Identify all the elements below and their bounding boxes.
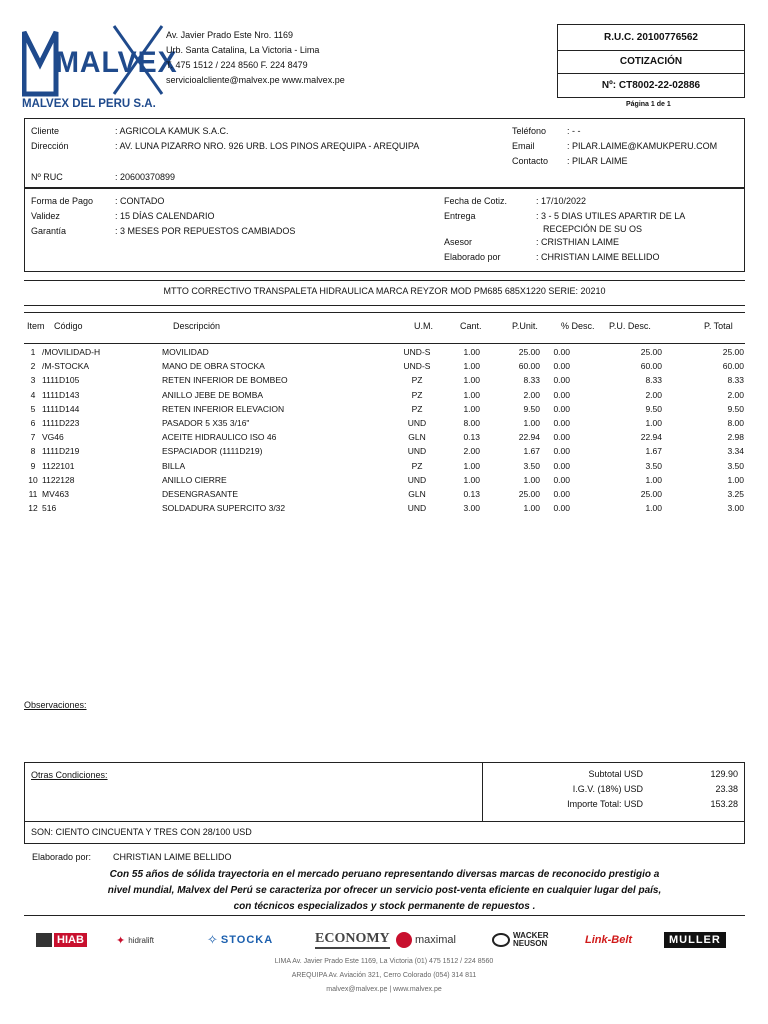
row-unit-price: 22.94 (518, 432, 540, 443)
label-direccion: Dirección (31, 141, 69, 151)
wacker-icon (492, 933, 510, 947)
document-type: COTIZACIÓN (619, 56, 683, 67)
row-qty: 1.00 (463, 474, 480, 485)
row-total: 8.33 (727, 375, 744, 386)
row-unit-price: 8.33 (523, 375, 540, 386)
footer-prepared-name: CHRISTIAN LAIME BELLIDO (113, 852, 232, 862)
row-item: 6 (30, 418, 36, 429)
row-total: 1.00 (727, 474, 744, 485)
row-disc-price: 1.67 (645, 446, 662, 457)
items-table (24, 345, 744, 515)
row-disc-price: 22.94 (640, 432, 662, 443)
row-code: 1111D219 (42, 446, 80, 457)
brand-wacker-logo: WACKER NEUSON (492, 928, 572, 952)
address-line: Urb. Santa Catalina, La Victoria - Lima (166, 45, 320, 55)
row-unit-price: 25.00 (518, 347, 540, 357)
label-entrega: Entrega (444, 211, 476, 221)
row-item: 2 (30, 361, 36, 372)
row-discount: 0.00 (553, 347, 570, 357)
row-disc-price: 1.00 (645, 503, 662, 514)
contact-line[interactable]: servicioalcliente@malvex.pe www.malvex.pe (166, 75, 345, 85)
row-total: 2.98 (727, 432, 744, 443)
total-value: 153.28 (710, 799, 738, 809)
page-indicator: Página 1 de 1 (626, 101, 671, 108)
table-row (24, 345, 744, 359)
company-logo (22, 24, 178, 100)
row-code: 1111D144 (42, 403, 80, 414)
row-description: ANILLO JEBE DE BOMBA (162, 389, 264, 400)
row-disc-price: 1.00 (645, 418, 662, 429)
phone-line: T. 475 1512 / 224 8560 F. 224 8479 (166, 60, 308, 70)
document-id-box (557, 24, 745, 98)
row-total: 60.00 (722, 361, 744, 372)
row-unit-price: 60.00 (518, 361, 540, 372)
footer-contact[interactable]: malvex@malvex.pe | www.malvex.pe (326, 986, 442, 993)
row-code: 1111D223 (42, 418, 80, 429)
row-description: ANILLO CIERRE (162, 474, 227, 485)
row-disc-price: 25.00 (640, 347, 662, 357)
slogan-line: nivel mundial, Malvex del Perú se caracteriza por ofrecer un servicio post-venta eficiente en cualquier lugar del país, (107, 885, 662, 896)
row-qty: 1.00 (463, 361, 480, 372)
hidralift-icon: ✦ (116, 934, 126, 947)
row-disc-price: 8.33 (645, 375, 662, 386)
brand-economy-logo: ECONOMY (315, 928, 380, 952)
delivery-line-2: RECEPCIÓN DE SU OS (543, 224, 643, 234)
col-item: Item (27, 321, 45, 331)
col-ptotal: P. Total (704, 321, 733, 331)
row-qty: 1.00 (463, 403, 480, 414)
company-name: MALVEX DEL PERU S.A. (22, 98, 156, 110)
footer-arequipa: AREQUIPA Av. Aviación 321, Cerro Colorado (054) 314 811 (291, 972, 477, 979)
company-address (166, 30, 345, 86)
igv-value: 23.38 (715, 784, 738, 794)
col-descripcion: Descripción (173, 321, 221, 331)
maximal-icon (396, 932, 412, 948)
table-row (24, 430, 744, 444)
slogan-line: con técnicos especializados y stock permanente de repuestos . (233, 901, 536, 912)
row-discount: 0.00 (553, 446, 570, 457)
table-row (24, 444, 744, 458)
row-item: 11 (28, 489, 38, 500)
row-um: GLN (408, 489, 426, 500)
row-item: 12 (28, 503, 38, 514)
footer-prepared-label: Elaborado por: (32, 852, 92, 862)
row-total: 3.34 (727, 446, 744, 457)
brand-linkbelt-logo: Link-Belt (585, 934, 633, 946)
row-disc-price: 1.00 (645, 474, 662, 485)
footer-lima: LIMA Av. Javier Prado Este 1169, La Victoria (01) 475 1512 / 224 8560 (274, 958, 494, 965)
col-punit: P.Unit. (512, 321, 538, 331)
row-description: RETEN INFERIOR DE BOMBEO (162, 375, 288, 386)
row-item: 7 (30, 432, 36, 443)
row-code: 1111D143 (42, 389, 80, 400)
row-unit-price: 9.50 (523, 403, 540, 414)
col-codigo: Código (54, 321, 83, 331)
address-line: Av. Javier Prado Este Nro. 1169 (166, 30, 294, 40)
row-code: 1122128 (42, 474, 75, 485)
row-item: 4 (30, 389, 36, 400)
row-code: VG46 (42, 432, 64, 443)
validity: : 15 DÍAS CALENDARIO (115, 211, 215, 221)
row-total: 25.00 (722, 347, 744, 357)
row-unit-price: 25.00 (518, 489, 540, 500)
row-qty: 1.00 (463, 389, 480, 400)
client-info-box (24, 118, 745, 188)
row-um: PZ (411, 375, 423, 386)
brand-hiab-logo: HIAB (36, 928, 96, 952)
col-desc: % Desc. (561, 321, 595, 331)
row-unit-price: 1.00 (523, 503, 540, 514)
document-number: Nº: CT8002-22-02886 (601, 80, 701, 91)
row-qty: 0.13 (463, 432, 480, 443)
row-unit-price: 1.00 (523, 474, 540, 485)
hiab-icon (36, 933, 52, 947)
row-discount: 0.00 (553, 403, 570, 414)
total-label: Importe Total: USD (567, 799, 643, 809)
row-qty: 8.00 (463, 418, 480, 429)
row-disc-price: 9.50 (645, 403, 662, 414)
client-ruc: : 20600370899 (115, 172, 176, 182)
row-item: 9 (30, 460, 36, 471)
brand-muller-logo: MULLER (664, 928, 734, 952)
label-email: Email (512, 141, 535, 151)
table-row (24, 459, 744, 473)
row-code: MV463 (42, 489, 69, 500)
row-um: PZ (411, 403, 423, 414)
row-discount: 0.00 (553, 375, 570, 386)
label-forma-pago: Forma de Pago (31, 196, 94, 206)
table-row (24, 373, 744, 387)
table-row (24, 501, 744, 515)
label-telefono: Teléfono (512, 126, 547, 136)
logo-wordmark: MALVEX (55, 46, 178, 79)
row-um: UND (407, 418, 427, 429)
col-cant: Cant. (460, 321, 482, 331)
row-item: 8 (30, 446, 36, 457)
label-fecha: Fecha de Cotiz. (444, 196, 508, 206)
row-discount: 0.00 (553, 361, 570, 372)
row-discount: 0.00 (553, 460, 570, 471)
row-item: 1 (30, 347, 36, 357)
row-unit-price: 2.00 (523, 389, 540, 400)
quote-subject: MTTO CORRECTIVO TRANSPALETA HIDRAULICA MARCA REYZOR MOD PM685 685X1220 SERIE: 20210 (163, 286, 606, 296)
row-um: UND (407, 503, 427, 514)
row-description: PASADOR 5 X35 3/16" (162, 418, 250, 429)
row-total: 3.00 (727, 503, 744, 514)
row-um: UND (407, 446, 427, 457)
observations-label: Observaciones: (24, 700, 87, 710)
row-description: ESPACIADOR (1111D219) (162, 446, 263, 457)
label-asesor: Asesor (444, 237, 473, 247)
table-header (24, 312, 745, 344)
brand-maximal-logo: maximal (396, 928, 476, 952)
table-row (24, 402, 744, 416)
company-slogan (24, 867, 745, 915)
row-code: 516 (42, 503, 57, 514)
row-disc-price: 2.00 (645, 389, 662, 400)
col-pudesc: P.U. Desc. (609, 321, 651, 331)
row-description: MOVILIDAD (162, 347, 209, 357)
row-qty: 0.13 (463, 489, 480, 500)
table-row (24, 359, 744, 373)
row-total: 8.00 (727, 418, 744, 429)
row-discount: 0.00 (553, 418, 570, 429)
label-cliente: Cliente (31, 126, 60, 136)
client-address: : AV. LUNA PIZARRO NRO. 926 URB. LOS PINOS AREQUIPA - AREQUIPA (115, 141, 420, 151)
row-discount: 0.00 (553, 503, 570, 514)
row-description: RETEN INFERIOR ELEVACION (162, 403, 285, 414)
row-total: 2.00 (727, 389, 744, 400)
row-code: 1111D105 (42, 375, 80, 386)
totals-box (24, 762, 745, 844)
row-code: /MOVILIDAD-H (42, 347, 101, 357)
client-contact: : PILAR LAIME (567, 156, 628, 166)
row-code: 1122101 (42, 460, 75, 471)
quote-date: : 17/10/2022 (536, 196, 587, 206)
client-name: : AGRICOLA KAMUK S.A.C. (115, 126, 229, 136)
table-row (24, 487, 744, 501)
row-discount: 0.00 (553, 432, 570, 443)
row-disc-price: 25.00 (640, 489, 662, 500)
row-um: PZ (411, 389, 423, 400)
payment-method: : CONTADO (115, 196, 165, 206)
client-phone: : - - (567, 126, 581, 136)
label-garantia: Garantía (31, 226, 67, 236)
row-total: 3.50 (727, 460, 744, 471)
igv-label: I.G.V. (18%) USD (572, 784, 643, 794)
prepared-by: : CHRISTIAN LAIME BELLIDO (536, 252, 660, 262)
row-unit-price: 3.50 (523, 460, 540, 471)
row-discount: 0.00 (553, 489, 570, 500)
table-row (24, 416, 744, 430)
row-unit-price: 1.00 (523, 418, 540, 429)
row-description: SOLDADURA SUPERCITO 3/32 (162, 503, 286, 514)
row-item: 10 (28, 474, 38, 485)
row-unit-price: 1.67 (523, 446, 540, 457)
client-email[interactable]: : PILAR.LAIME@KAMUKPERU.COM (567, 141, 718, 151)
label-elaborado: Elaborado por (444, 252, 501, 262)
row-qty: 1.00 (463, 460, 480, 471)
subtotal-value: 129.90 (710, 769, 738, 779)
stocka-icon: ✧ (207, 932, 218, 947)
table-row (24, 388, 744, 402)
row-description: MANO DE OBRA STOCKA (162, 361, 265, 372)
ruc-number: R.U.C. 20100776562 (604, 32, 698, 43)
row-item: 5 (30, 403, 36, 414)
brand-stocka-logo: ✧ STOCKA (207, 932, 274, 947)
table-row (24, 473, 744, 487)
row-qty: 2.00 (463, 446, 480, 457)
delivery-line-1: : 3 - 5 DIAS UTILES APARTIR DE LA (536, 211, 686, 221)
advisor: : CRISTHIAN LAIME (536, 237, 620, 247)
other-conditions-label: Otras Condiciones: (31, 770, 108, 780)
row-disc-price: 60.00 (640, 361, 662, 372)
subtotal-label: Subtotal USD (588, 769, 643, 779)
row-um: UND-S (403, 361, 431, 372)
row-disc-price: 3.50 (645, 460, 662, 471)
row-description: ACEITE HIDRAULICO ISO 46 (162, 432, 277, 443)
brand-hidralift-logo: ✦ hidralift (116, 934, 155, 947)
col-um: U.M. (414, 321, 433, 331)
row-um: UND-S (403, 347, 431, 357)
row-qty: 3.00 (463, 503, 480, 514)
row-description: BILLA (162, 460, 186, 471)
row-total: 9.50 (727, 403, 744, 414)
row-total: 3.25 (727, 489, 744, 500)
row-um: GLN (408, 432, 426, 443)
label-validez: Validez (31, 211, 60, 221)
row-discount: 0.00 (553, 474, 570, 485)
row-um: UND (407, 474, 427, 485)
label-contacto: Contacto (512, 156, 549, 166)
label-ruc: Nº RUC (31, 172, 63, 182)
row-code: /M-STOCKA (42, 361, 90, 372)
row-qty: 1.00 (463, 375, 480, 386)
row-item: 3 (30, 375, 36, 386)
slogan-line: Con 55 años de sólida trayectoria en el mercado peruano representando diversas marcas de reconocido prestigio a (109, 869, 660, 880)
amount-in-words: SON: CIENTO CINCUENTA Y TRES CON 28/100 USD (31, 827, 252, 837)
terms-box (24, 188, 745, 272)
row-discount: 0.00 (553, 389, 570, 400)
row-qty: 1.00 (463, 347, 480, 357)
warranty: : 3 MESES POR REPUESTOS CAMBIADOS (115, 226, 296, 236)
row-description: DESENGRASANTE (162, 489, 239, 500)
row-um: PZ (411, 460, 423, 471)
